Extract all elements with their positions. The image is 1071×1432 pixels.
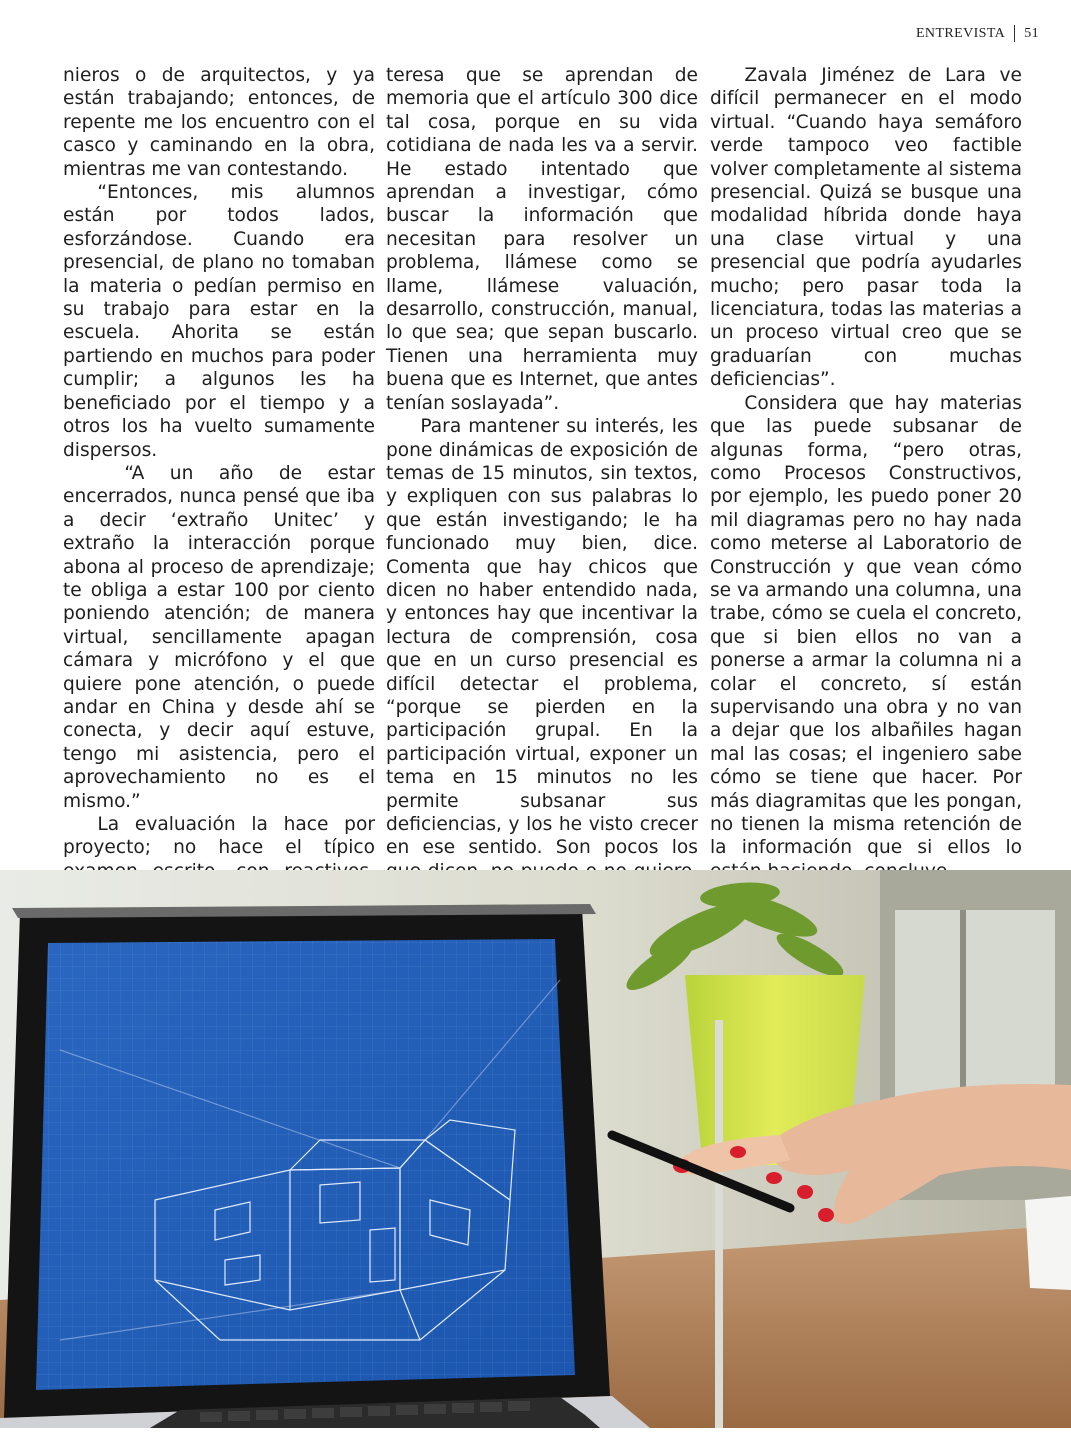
paragraph: “Entonces, mis alumnos están por todos lados, esforzándose. Cuando era presencial, de plano no tomaban la materia o pedían permiso en su trabajo para estar en la escuela. Ahorita se están partiendo en muchos para poder cumplir; a algunos les ha beneficiado por el tiempo y a otros los ha vuelto sumamente dispersos.: [63, 182, 375, 461]
running-header: [916, 25, 1039, 42]
paragraph: “A un año de estar encerrados, nunca pensé que iba a decir ‘extraño Unitec’ y extraño la interacción porque abona al proceso de aprendizaje; te obliga a estar 100 por ciento poniendo atención; de manera virtual, sencillamente apagan cámara y micrófono y el que quiere pone atención, o puede andar en China y desde ahí se conecta, y decir aquí estuve, tengo mi asistencia, pero el aprovechamiento no es el mismo.”: [63, 462, 375, 812]
header-divider: [1014, 25, 1015, 42]
laptop-blueprint-photo: [0, 870, 1071, 1428]
text-column-1: [63, 64, 375, 953]
text-column-3: [710, 64, 1022, 883]
paragraph: La evaluación la hace por proyecto; no hace el típico: [63, 814, 375, 859]
text-column-2: [386, 64, 698, 953]
paragraph: teresa que se aprendan de memoria que el artículo 300 dice tal cosa, porque en su vida cotidiana de nada les va a servir. He estado intentado que aprendan a investigar, cómo buscar la información que necesitan para resolver un problema, llámese como se llame, llámese valuación, desarrollo, construcción, manual, lo que sea; que sepan buscarlo. Tienen una herramienta muy buena que es Internet, que antes tenían soslayada”.: [386, 65, 698, 414]
section-label: ENTREVISTA: [915, 25, 1006, 41]
paragraph: nieros o de arquitectos, y ya están trabajando; entonces, de repente me los encuentro con el casco y caminando en la obra, mientras me van contestando.: [63, 65, 375, 180]
page-number: 51: [1024, 25, 1039, 41]
paragraph: Considera que hay materias que las puede subsanar de algunas forma, “pero otras, como Procesos Constructivos, por ejemplo, les puedo poner 20 mil diagramas pero no hay nada como meterse al Laboratorio de Construcción y que vean cómo se va armando una columna, una trabe, cómo se cuela el concreto, que si bien ellos no van a ponerse a armar la columna ni a colar el concreto, sí están supervisando una obra y no van a dejar que los albañiles hagan mal las cosas; el ingeniero sabe cómo se tiene que hacer. Por más diagramitas que les pongan, no tienen la misma retención de la información que si ellos lo: [710, 392, 1022, 859]
paragraph: Zavala Jiménez de Lara ve difícil permanecer en el modo virtual. “Cuando haya semáforo verde tampoco veo factible volver completamente al sistema presencial. Quizá se busque una modalidad híbrida donde haya una clase virtual y una presencial que podría ayudarles mucho; pero pasar toda la licenciatura, todas las materias a un proceso virtual creo que se graduarían con muchas deficiencias”.: [710, 65, 1022, 391]
paragraph: Para mantener su interés, les pone dinámicas de exposición de temas de 15 minutos, sin textos, y expliquen con sus palabras lo que están investigando; le ha funcionado muy bien, dice. Comenta que hay chicos que dicen no haber entendido nada, y entonces hay que incentivar la lectura de comprensión, cosa que en un curso presencial es difícil detectar el problema, “porque se pierden en la participación grupal. En la participación virtual, exponer un tema en 15 minutos no les permite subsanar sus deficiencias, y los he visto crecer en ese sentido. Son pocos los: [386, 416, 698, 859]
